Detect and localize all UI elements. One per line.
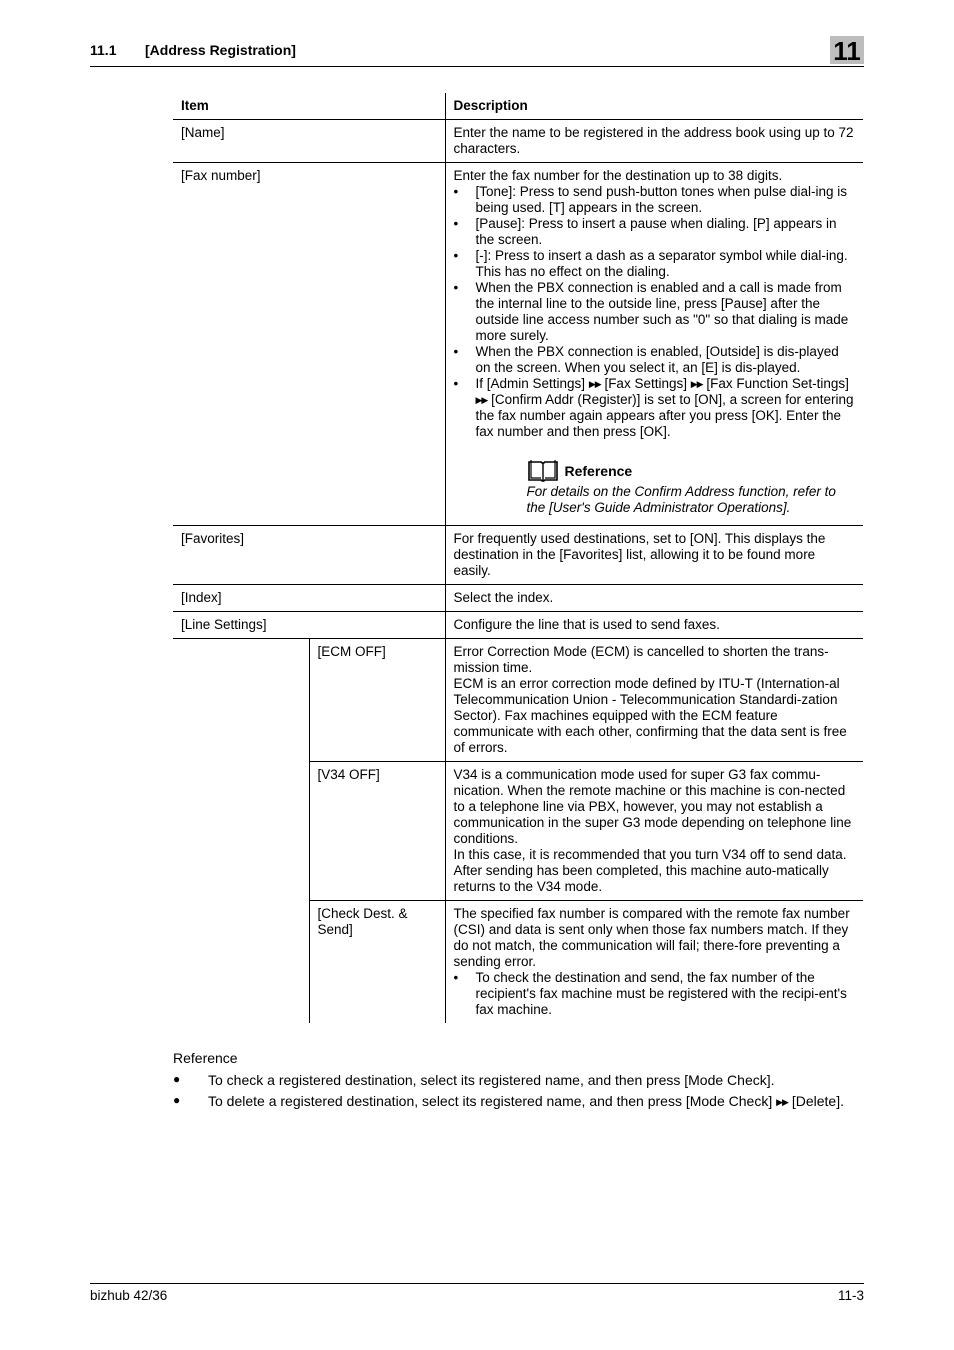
item-name: [Name] xyxy=(181,125,225,140)
desc-paragraph: ECM is an error correction mode defined by ITU-T (Internation-al Telecommunication Union - Telecommunication Standardi-zation Sector). Fax machines equipped with the ECM feature communicate with each other, confirming that the data sent is free of errors. xyxy=(453,676,847,755)
reference-note xyxy=(527,458,856,516)
reference-section xyxy=(173,1050,238,1072)
list-item: • [Pause]: Press to insert a pause when dialing. [P] appears in the screen. xyxy=(476,216,856,248)
list-item: • To check the destination and send, the fax number of the recipient's fax machine must be registered with the recipi-ent's fax machine. xyxy=(476,970,856,1018)
desc-index: Select the index. xyxy=(445,585,863,612)
table-row-line-settings xyxy=(173,612,863,639)
item-favorites: [Favorites] xyxy=(181,531,245,546)
list-item xyxy=(476,376,856,440)
list-item: • When the PBX connection is enabled and a call is made from the internal line to the outside line, press [Pause] after the outside line access number such as "0" so that dialing is made more surely. xyxy=(476,280,856,344)
desc-check-dest xyxy=(445,901,863,1024)
desc-favorites: For frequently used destinations, set to [ON]. This displays the destination in the [Favorites] list, allowing it to be found more easily. xyxy=(445,526,863,585)
reference-title: Reference xyxy=(564,463,633,479)
item-v34-off: [V34 OFF] xyxy=(309,762,445,901)
desc-v34-off xyxy=(445,762,863,901)
desc-paragraph: In this case, it is recommended that you turn V34 off to send data. After sending has been completed, this machine auto-matically returns to the V34 mode. xyxy=(453,847,847,894)
reference-text-part: [Delete]. xyxy=(791,1093,844,1109)
reference-label: Reference xyxy=(173,1050,238,1066)
menu-path-part: [Fax Settings] xyxy=(604,376,687,391)
table-row-fax-number xyxy=(173,163,863,526)
double-arrow-icon: ▶▶ xyxy=(475,395,488,405)
desc-name: Enter the name to be registered in the address book using up to 72 characters. xyxy=(445,120,863,163)
bullet-icon: ● xyxy=(173,1072,181,1086)
table-row-ecm-off xyxy=(173,639,863,762)
table-row-index xyxy=(173,585,863,612)
desc-ecm-off xyxy=(445,639,863,762)
reference-text-part: To delete a registered destination, select its registered name, and then press [Mode Check] xyxy=(208,1093,773,1109)
reference-item-text: To check a registered destination, select its registered name, and then press [Mode Check]. xyxy=(208,1072,775,1088)
chapter-badge: 11 xyxy=(830,36,864,64)
page-header xyxy=(90,38,864,67)
item-ecm-off: [ECM OFF] xyxy=(309,639,445,762)
book-icon xyxy=(527,458,559,484)
item-fax-number: [Fax number] xyxy=(181,168,261,183)
page-number: 11-3 xyxy=(837,1288,864,1303)
section-number: 11.1 xyxy=(90,42,117,58)
desc-paragraph: The specified fax number is compared with the remote fax number (CSI) and data is sent only when those fax numbers match. If they do not match, the communication will fail; there-fore preventing a sending error. xyxy=(453,906,850,969)
column-header-description: Description xyxy=(445,93,863,120)
item-index: [Index] xyxy=(181,590,222,605)
list-item: • [-]: Press to insert a dash as a separator symbol while dial-ing. This has no effect on the dialing. xyxy=(476,248,856,280)
fax-bullet-list xyxy=(454,184,856,440)
bullet-icon: ● xyxy=(173,1093,181,1107)
desc-paragraph: V34 is a communication mode used for super G3 fax commu-nication. When the remote machine or this machine is con-nected to a telephone line via PBX, however, you may not establish a communication in the super G3 mode depending on telephone line conditions. xyxy=(453,767,852,846)
double-arrow-icon: ▶▶ xyxy=(776,1097,788,1107)
sub-indent-cell xyxy=(173,639,309,1024)
page-footer xyxy=(90,1283,864,1303)
double-arrow-icon: ▶▶ xyxy=(588,379,601,389)
double-arrow-icon: ▶▶ xyxy=(690,379,703,389)
reference-body: For details on the Confirm Address function, refer to the [User's Guide Administrator Operations]. xyxy=(526,484,836,515)
section-title: [Address Registration] xyxy=(145,42,296,58)
item-check-dest: [Check Dest. & Send] xyxy=(309,901,445,1024)
settings-table xyxy=(173,93,863,1023)
list-item: • [Tone]: Press to send push-button tones when pulse dial-ing is being used. [T] appears in the screen. xyxy=(476,184,856,216)
column-header-item: Item xyxy=(181,98,209,113)
menu-path-part: If [Admin Settings] xyxy=(475,376,586,391)
table-row-name xyxy=(173,120,863,163)
product-name: bizhub 42/36 xyxy=(90,1288,168,1303)
desc-paragraph: Error Correction Mode (ECM) is cancelled to shorten the trans-mission time. xyxy=(453,644,829,675)
fax-intro: Enter the fax number for the destination up to 38 digits. xyxy=(453,168,783,183)
list-item: • When the PBX connection is enabled, [Outside] is dis-played on the screen. When you select it, an [E] is dis-played. xyxy=(476,344,856,376)
desc-fax-number xyxy=(445,163,863,526)
menu-path-part: [Confirm Addr (Register)] is set to [ON], a screen for entering the fax number again appears after you press [OK]. Enter the fax number and then press [OK]. xyxy=(475,392,854,439)
desc-line-settings: Configure the line that is used to send faxes. xyxy=(445,612,863,639)
item-line-settings: [Line Settings] xyxy=(173,612,445,639)
check-bullet-list xyxy=(454,970,856,1018)
table-row-favorites xyxy=(173,526,863,585)
reference-item-text xyxy=(208,1093,844,1109)
menu-path-part: [Fax Function Set-tings] xyxy=(706,376,849,391)
